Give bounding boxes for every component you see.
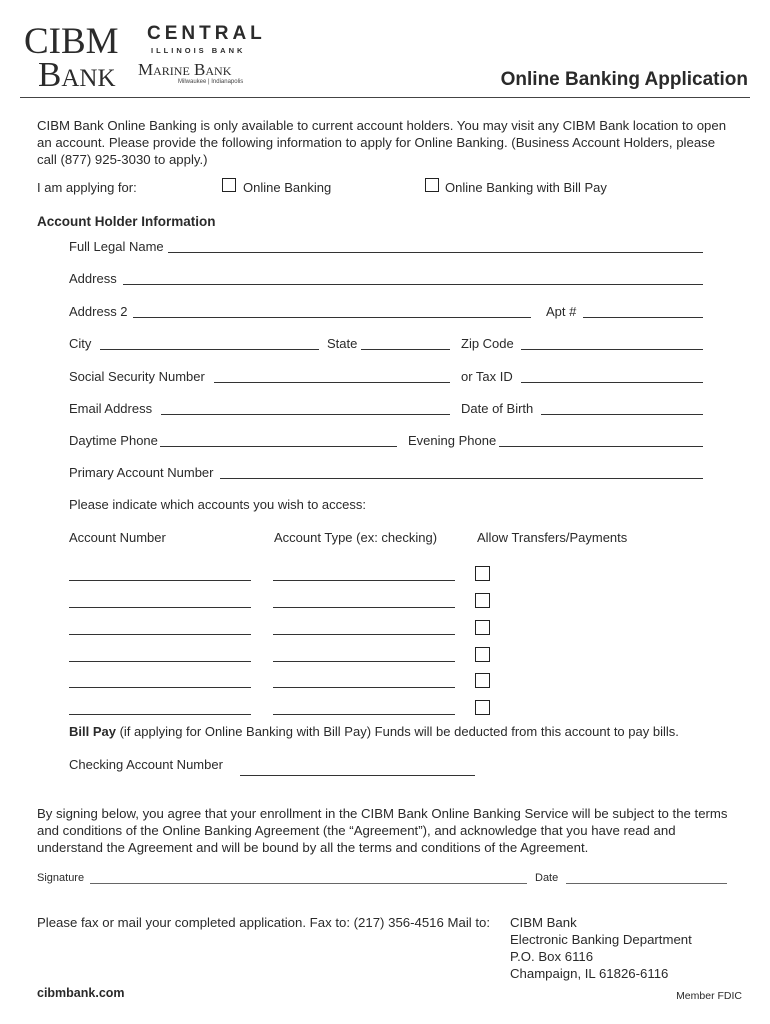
online-banking-billpay-label: Online Banking with Bill Pay bbox=[445, 180, 607, 195]
account-number-field[interactable] bbox=[69, 687, 251, 688]
account-type-field[interactable] bbox=[273, 714, 455, 715]
state-field[interactable] bbox=[361, 349, 450, 350]
address-field[interactable] bbox=[123, 284, 703, 285]
address-label: Address bbox=[69, 271, 117, 286]
account-type-field[interactable] bbox=[273, 687, 455, 688]
logo-bank-text: Bank bbox=[38, 55, 116, 94]
day-phone-label: Daytime Phone bbox=[69, 433, 158, 448]
ssn-label: Social Security Number bbox=[69, 369, 205, 384]
account-number-field[interactable] bbox=[69, 661, 251, 662]
dob-field[interactable] bbox=[541, 414, 703, 415]
marine-bank-text: Marine Bank bbox=[138, 60, 232, 79]
date-field[interactable] bbox=[566, 883, 727, 884]
account-type-field[interactable] bbox=[273, 580, 455, 581]
col-allow-transfers: Allow Transfers/Payments bbox=[477, 530, 628, 545]
eve-phone-label: Evening Phone bbox=[408, 433, 497, 448]
account-type-field[interactable] bbox=[273, 661, 455, 662]
mail-instructions: Please fax or mail your completed application. Fax to: (217) 356-4516 Mail to: bbox=[37, 915, 491, 930]
bill-pay-note bbox=[69, 724, 679, 739]
central-text: CENTRAL bbox=[147, 23, 266, 44]
footer-fdic: Member FDIC bbox=[676, 990, 742, 1002]
email-label: Email Address bbox=[69, 401, 153, 416]
mail-address-line2: Electronic Banking Department bbox=[510, 932, 692, 947]
eve-phone-field[interactable] bbox=[499, 446, 703, 447]
mail-address-line3: P.O. Box 6116 bbox=[510, 949, 594, 964]
apt-field[interactable] bbox=[583, 317, 703, 318]
zip-field[interactable] bbox=[521, 349, 703, 350]
bill-pay-text: (if applying for Online Banking with Bill Pay) Funds will be deducted from this account to pay bills. bbox=[115, 724, 679, 739]
tax-id-field[interactable] bbox=[521, 382, 703, 383]
bill-pay-bold: Bill Pay bbox=[69, 724, 116, 739]
logo-cibm-text: CIBM bbox=[24, 21, 119, 62]
allow-transfers-checkbox[interactable] bbox=[475, 593, 490, 608]
account-number-field[interactable] bbox=[69, 607, 251, 608]
mail-address-line4: Champaign, IL 61826-6116 bbox=[510, 966, 669, 981]
agreement-paragraph: By signing below, you agree that your enrollment in the CIBM Bank Online Banking Service will be subject to the terms and conditions of the Online Banking Agreement (the “Agreement”), and acknowledge that you have read and understand the Agreement and will be bound by all the terms and conditions of the Agreement. bbox=[37, 806, 728, 855]
apt-label: Apt # bbox=[546, 304, 577, 319]
online-banking-checkbox[interactable] bbox=[222, 178, 236, 192]
dob-label: Date of Birth bbox=[461, 401, 534, 416]
city-label: City bbox=[69, 336, 92, 351]
checking-account-label: Checking Account Number bbox=[69, 757, 223, 772]
online-banking-label: Online Banking bbox=[243, 180, 332, 195]
account-number-field[interactable] bbox=[69, 634, 251, 635]
allow-transfers-checkbox[interactable] bbox=[475, 620, 490, 635]
allow-transfers-checkbox[interactable] bbox=[475, 647, 490, 662]
section-title: Account Holder Information bbox=[37, 214, 216, 229]
signature-field[interactable] bbox=[90, 883, 527, 884]
tax-id-label: or Tax ID bbox=[461, 369, 513, 384]
email-field[interactable] bbox=[161, 414, 450, 415]
illinois-bank-text: ILLINOIS BANK bbox=[151, 46, 246, 55]
date-label: Date bbox=[535, 872, 559, 884]
allow-transfers-checkbox[interactable] bbox=[475, 700, 490, 715]
allow-transfers-checkbox[interactable] bbox=[475, 566, 490, 581]
primary-account-label: Primary Account Number bbox=[69, 465, 214, 480]
zip-label: Zip Code bbox=[461, 336, 514, 351]
checking-account-field[interactable] bbox=[240, 775, 475, 776]
account-number-field[interactable] bbox=[69, 580, 251, 581]
page-title: Online Banking Application bbox=[500, 69, 748, 90]
account-number-field[interactable] bbox=[69, 714, 251, 715]
account-type-field[interactable] bbox=[273, 607, 455, 608]
primary-account-field[interactable] bbox=[220, 478, 703, 479]
full-name-field[interactable] bbox=[168, 252, 703, 253]
marine-bank-subtext: Milwaukee | Indianapolis bbox=[178, 79, 244, 85]
full-name-label: Full Legal Name bbox=[69, 239, 164, 254]
allow-transfers-checkbox[interactable] bbox=[475, 673, 490, 688]
mail-address-line1: CIBM Bank bbox=[510, 915, 577, 930]
account-type-field[interactable] bbox=[273, 634, 455, 635]
accounts-instruction: Please indicate which accounts you wish to access: bbox=[69, 497, 366, 512]
intro-paragraph: CIBM Bank Online Banking is only available to current account holders. You may visit any CIBM Bank location to open an account. Please provide the following information to apply for Online Banking. (Business Account Holders, please call (877) 925-3030 to apply.) bbox=[37, 118, 727, 167]
footer-website: cibmbank.com bbox=[37, 986, 125, 1000]
day-phone-field[interactable] bbox=[160, 446, 397, 447]
state-label: State bbox=[327, 336, 358, 351]
address2-label: Address 2 bbox=[69, 304, 128, 319]
ssn-field[interactable] bbox=[214, 382, 450, 383]
address2-field[interactable] bbox=[133, 317, 531, 318]
col-account-number: Account Number bbox=[69, 530, 166, 545]
signature-label: Signature bbox=[37, 872, 85, 884]
applying-label: I am applying for: bbox=[37, 180, 137, 195]
col-account-type: Account Type (ex: checking) bbox=[274, 530, 438, 545]
online-banking-billpay-checkbox[interactable] bbox=[425, 178, 439, 192]
city-field[interactable] bbox=[100, 349, 319, 350]
title-divider bbox=[20, 97, 750, 98]
